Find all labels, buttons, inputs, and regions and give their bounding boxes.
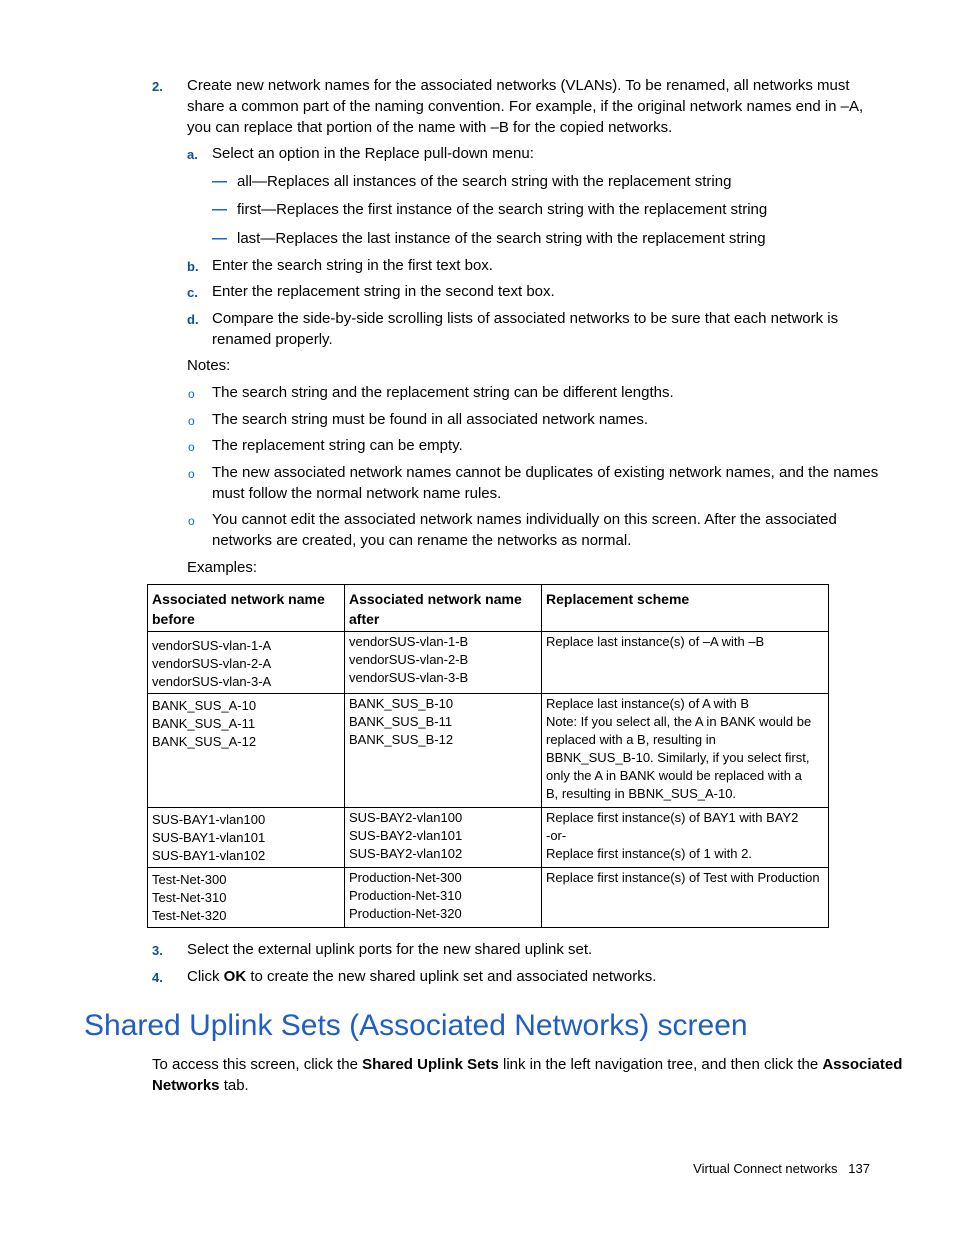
step-4-number: 4. xyxy=(152,970,163,985)
cell-line: SUS-BAY2-vlan101 xyxy=(349,828,463,843)
cell-line: SUS-BAY1-vlan102 xyxy=(152,848,266,863)
note-bullet: o xyxy=(188,414,195,428)
intro-post: tab. xyxy=(219,1077,249,1094)
dash-bullet: — xyxy=(212,201,227,218)
intro-line xyxy=(152,1054,903,1075)
cell-line: B, resulting in BBNK_SUS_A-10. xyxy=(546,786,737,801)
cell-line: BBNK_SUS_B-10. Similarly, if you select first, xyxy=(546,750,810,765)
cell-line: Production-Net-310 xyxy=(349,888,462,903)
section-title: Shared Uplink Sets (Associated Networks) screen xyxy=(84,1009,748,1042)
cell-before xyxy=(148,808,345,868)
cell-line: Production-Net-320 xyxy=(349,906,462,921)
header-after: Associated network name after xyxy=(345,585,542,632)
substep-c-text: Enter the replacement string in the second text box. xyxy=(212,283,555,300)
table-row xyxy=(148,694,829,808)
cell-line: Test-Net-310 xyxy=(152,890,227,905)
option-all: all—Replaces all instances of the search string with the replacement string xyxy=(237,173,732,190)
step-2-line: share a common part of the naming convention. For example, if the original network names end in –A, xyxy=(187,98,864,115)
table-row xyxy=(148,808,829,868)
substep-b-label: b. xyxy=(187,259,199,274)
note-item xyxy=(212,462,892,504)
cell-after xyxy=(345,694,542,808)
cell-before xyxy=(148,694,345,808)
intro-line xyxy=(152,1075,882,1096)
note-line: The new associated network names cannot be duplicates of existing network names, and the names xyxy=(212,464,879,481)
examples-label: Examples: xyxy=(187,559,258,576)
cell-line: BANK_SUS_B-12 xyxy=(349,732,454,747)
step-2-text xyxy=(187,75,887,138)
intro-paragraph xyxy=(152,1054,903,1096)
cell-line: SUS-BAY2-vlan100 xyxy=(349,810,463,825)
intro-mid: link in the left navigation tree, and then click the xyxy=(498,1056,823,1073)
shared-uplink-sets-term: Shared Uplink Sets xyxy=(362,1056,499,1073)
cell-line: vendorSUS-vlan-1-A xyxy=(152,638,272,653)
substep-c-label: c. xyxy=(187,285,198,300)
substep-a-label: a. xyxy=(187,147,198,162)
cell-before xyxy=(148,632,345,694)
cell-scheme xyxy=(542,632,829,694)
networks-term: Networks xyxy=(152,1077,220,1094)
page-number: 137 xyxy=(848,1161,870,1176)
cell-after xyxy=(345,632,542,694)
cell-line: vendorSUS-vlan-3-B xyxy=(349,670,469,685)
substep-d-text xyxy=(212,308,892,350)
step-4-pre: Click xyxy=(187,968,224,985)
note-item: The search string and the replacement string can be different lengths. xyxy=(212,384,674,401)
cell-line: SUS-BAY1-vlan100 xyxy=(152,812,266,827)
associated-term: Associated xyxy=(822,1056,903,1073)
cell-line: BANK_SUS_B-11 xyxy=(349,714,453,729)
notes-label: Notes: xyxy=(187,357,231,374)
step-2-line: you can replace that portion of the name with –B for the copied networks. xyxy=(187,119,673,136)
dash-bullet: — xyxy=(212,230,227,247)
note-line: networks are created, you can rename the networks as normal. xyxy=(212,532,632,549)
table-row xyxy=(148,632,829,694)
cell-line: Production-Net-300 xyxy=(349,870,462,885)
substep-d-line: Compare the side-by-side scrolling lists of associated networks to be sure that each network is xyxy=(212,310,839,327)
cell-line: SUS-BAY1-vlan101 xyxy=(152,830,266,845)
cell-line: vendorSUS-vlan-3-A xyxy=(152,674,272,689)
cell-line: BANK_SUS_A-11 xyxy=(152,716,256,731)
cell-line: BANK_SUS_A-12 xyxy=(152,734,257,749)
page-footer xyxy=(600,1158,870,1179)
cell-line: SUS-BAY2-vlan102 xyxy=(349,846,463,861)
cell-line: Note: If you select all, the A in BANK would be xyxy=(546,714,812,729)
dash-bullet: — xyxy=(212,173,227,190)
note-bullet: o xyxy=(188,440,195,454)
step-4-text xyxy=(187,966,656,987)
cell-line: -or- xyxy=(546,828,567,843)
note-bullet: o xyxy=(188,387,195,401)
cell-line: Test-Net-300 xyxy=(152,872,227,887)
cell-line: vendorSUS-vlan-1-B xyxy=(349,634,469,649)
note-bullet: o xyxy=(188,467,195,481)
cell-line: replaced with a B, resulting in xyxy=(546,732,716,747)
table-row xyxy=(148,868,829,928)
footer-section: Virtual Connect networks xyxy=(693,1161,838,1176)
note-item xyxy=(212,509,892,551)
step-3-text: Select the external uplink ports for the new shared uplink set. xyxy=(187,941,593,958)
cell-scheme xyxy=(542,694,829,808)
cell-line: Replace first instance(s) of Test with Production xyxy=(546,870,820,885)
cell-before xyxy=(148,868,345,928)
substep-d-line: renamed properly. xyxy=(212,331,333,348)
cell-line: only the A in BANK would be replaced with a xyxy=(546,768,802,783)
intro-pre: To access this screen, click the xyxy=(152,1056,363,1073)
step-2-line: Create new network names for the associated networks (VLANs). To be renamed, all networks must xyxy=(187,77,850,94)
cell-line: Test-Net-320 xyxy=(152,908,227,923)
note-line: You cannot edit the associated network names individually on this screen. After the associated xyxy=(212,511,837,528)
step-4-post: to create the new shared uplink set and associated networks. xyxy=(246,968,657,985)
cell-line: Replace last instance(s) of A with B xyxy=(546,696,750,711)
table-header-row xyxy=(148,585,829,632)
note-item: The search string must be found in all associated network names. xyxy=(212,411,649,428)
cell-line: BANK_SUS_A-10 xyxy=(152,698,257,713)
cell-line: Replace first instance(s) of BAY1 with BAY2 xyxy=(546,810,799,825)
ok-term: OK xyxy=(223,968,247,985)
cell-line: BANK_SUS_B-10 xyxy=(349,696,454,711)
step-2-number: 2. xyxy=(152,79,163,94)
note-bullet: o xyxy=(188,514,195,528)
header-scheme: Replacement scheme xyxy=(542,585,829,632)
substep-b-text: Enter the search string in the first text box. xyxy=(212,257,493,274)
cell-after xyxy=(345,808,542,868)
cell-line: vendorSUS-vlan-2-A xyxy=(152,656,272,671)
cell-line: Replace first instance(s) of 1 with 2. xyxy=(546,846,752,861)
header-before: Associated network name before xyxy=(148,585,345,632)
note-line: must follow the normal network name rules. xyxy=(212,485,502,502)
step-3-number: 3. xyxy=(152,943,163,958)
substep-a-text: Select an option in the Replace pull-down menu: xyxy=(212,145,534,162)
option-last: last—Replaces the last instance of the search string with the replacement string xyxy=(237,230,766,247)
substep-d-label: d. xyxy=(187,312,199,327)
option-first: first—Replaces the first instance of the search string with the replacement string xyxy=(237,201,768,218)
cell-scheme xyxy=(542,808,829,868)
note-item: The replacement string can be empty. xyxy=(212,437,463,454)
cell-line: vendorSUS-vlan-2-B xyxy=(349,652,469,667)
cell-after xyxy=(345,868,542,928)
examples-table xyxy=(147,584,829,928)
cell-line: Replace last instance(s) of –A with –B xyxy=(546,634,765,649)
cell-scheme xyxy=(542,868,829,928)
